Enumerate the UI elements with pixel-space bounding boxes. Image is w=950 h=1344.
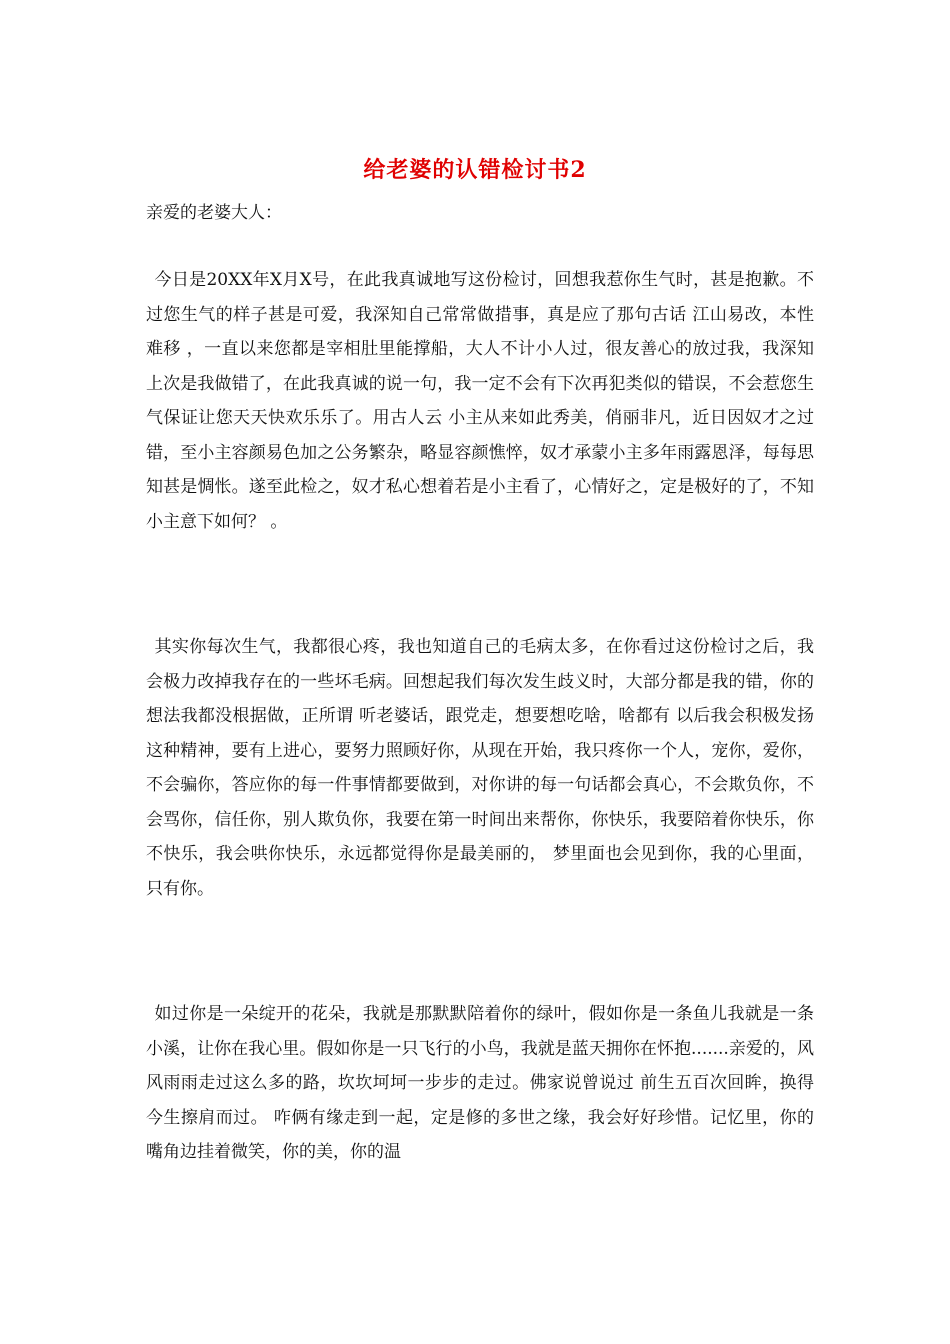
document-title: 给老婆的认错检讨书2 [363,157,587,183]
paragraph-3: 如过你是一朵绽开的花朵，我就是那默默陪着你的绿叶，假如你是一条鱼儿我就是一条小溪，让你在我心里。假如你是一只飞行的小鸟，我就是蓝天拥你在怀抱.......亲爱的，风风雨雨走过这么多的路，坎坎坷坷一步步的走过。佛家说曾说过 前生五百次回眸，换得今生擦肩而过。 咋俩有缘走到一起，定是修的多世之缘，我会好好珍惜。记忆里，你的嘴角边挂着微笑，你的美，你的温 [146,1004,814,1162]
paragraph-1: 今日是20XX年X月X号，在此我真诚地写这份检讨，回想我惹你生气时，甚是抱歉。不过您生气的样子甚是可爱，我深知自己常常做措事，真是应了那句古话 江山易改，本性难移 ，一直以来您都是宰相肚里能撑船，大人不计小人过，很友善心的放过我，我深知上次是我做错了，在此我真诚的说一句，我一定不会有下次再犯类似的错误，不会惹您生气保证让您天天快欢乐乐了。用古人云 小主从来如此秀美，俏丽非凡，近日因奴才之过错，至小主容颜易色加之公务繁杂，略显容颜憔悴，奴才承蒙小主多年雨露恩泽，每每思知甚是惆怅。遂至此检之，奴才私心想着若是小主看了，心情好之，定是极好的了，不知小主意下如何？ 。 [146,270,814,532]
salutation: 亲爱的老婆大人： [146,203,282,223]
paragraph-2: 其实你每次生气，我都很心疼，我也知道自己的毛病太多，在你看过这份检讨之后，我会极力改掉我存在的一些坏毛病。回想起我们每次发生歧义时，大部分都是我的错，你的想法我都没根据做，正所谓 听老婆话，跟党走，想要想吃啥，啥都有 以后我会积极发扬这种精神，要有上进心，要努力照顾好你，从现在开始，我只疼你一个人，宠你，爱你，不会骗你，答应你的每一件事情都要做到，对你讲的每一句话都会真心，不会欺负你，不会骂你，信任你，别人欺负你，我要在第一时间出来帮你，你快乐，我要陪着你快乐，你不快乐，我会哄你快乐，永远都觉得你是最美丽的， 梦里面也会见到你，我的心里面，只有你。 [146,637,814,899]
